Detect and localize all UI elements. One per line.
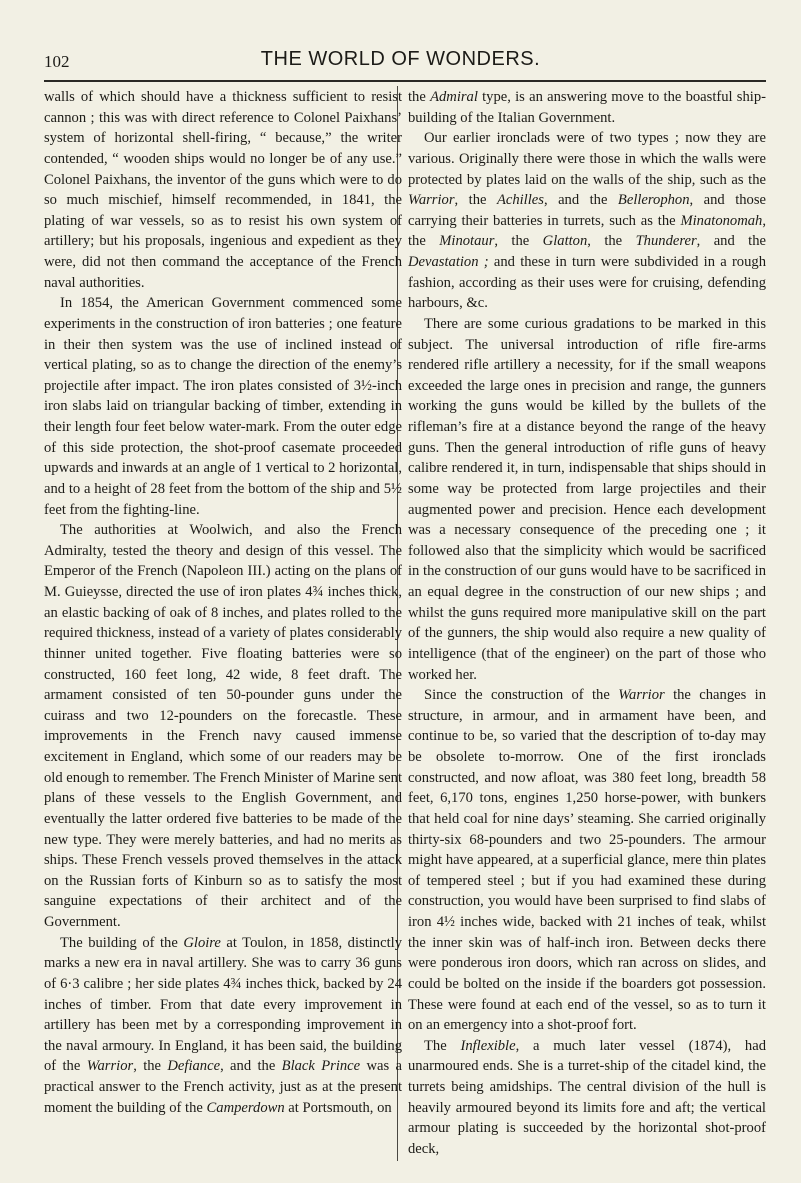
left-column: [44, 87, 402, 1118]
right-column: [408, 87, 766, 1160]
header-rule: [44, 80, 766, 82]
ship-name: Defiance: [167, 1058, 221, 1075]
paragraph: Our earlier ironclads were of two types ; now they are various. Originally there were those in which the walls were protected by plates laid on the walls of the ship, such as the Warrior, the Achilles, and the Bellerophon, and those carrying their batteries in turrets, such as the Minatonomah, the Minotaur, the Glatton, the Thunderer, and the Devastation ; and these in turn were subdivided in a rough fashion, according as their uses were for cruising, defending harbours, &c.: [408, 130, 766, 312]
ship-name: Warrior: [618, 687, 665, 704]
ship-name: Admiral: [430, 89, 478, 105]
paragraph: the Admiral type, is an answering move to the boastful ship-building of the Italian Government.: [408, 89, 766, 126]
ship-name: Minotaur: [439, 233, 495, 250]
running-head: THE WORLD OF WONDERS.: [260, 48, 541, 70]
ship-name: Gloire: [183, 934, 221, 951]
paragraph: The Inflexible, a much later vessel (1874), had unarmoured ends. She is a turret-ship of the citadel kind, the turrets being amidships. The central division of the hull is heavily armoured beyond its limits fore and aft; the vertical armour plating is succeeded by the horizontal shot-proof deck,: [408, 1037, 766, 1157]
paragraph: The authorities at Woolwich, and also the French Admiralty, tested the theory and design of this vessel. The Emperor of the French (Napoleon III.) acting on the plans of M. Guieysse, directed the use of iron plates 4¾ inches thick, an elastic backing of oak of 8 inches, and plates rolled to the required thickness, instead of a variety of plates considerably thinner united together. Five floating batteries were so constructed, 160 feet long, 42 wide, 8 feet draft. The armament consisted of ten 50-pounder guns under the cuirass and two 12-pounders on the forecastle. These improvements in the French navy caused immense excitement in England, which some of our readers may be old enough to remember. The French Minister of Marine sent plans of these vessels to the English Government, and eventually the latter ordered five batteries to be made of the new type. They were merely batteries, and had no merits as ships. These French vessels proved themselves in the attack on the Russian forts of Kinburn so as to satisfy the most sanguine expectations of their architect and of the Government.: [44, 522, 403, 930]
ship-name: Achilles: [496, 192, 544, 209]
paragraph: The building of the Gloire at Toulon, in 1858, distinctly marks a new era in naval artillery. She was to carry 36 guns of 6·3 calibre ; her side plates 4¾ inches thick, backed by 24 inches of timber. From that date every improvement in artillery has been met by a corresponding improvement in the naval armoury. In England, it has been said, the building of the Warrior, the Defiance, and the Black Prince was a practical answer to the French activity, just as at the present moment the building of the Camperdown at Portsmouth, on: [44, 934, 402, 1116]
paragraph: There are some curious gradations to be marked in this subject. The universal introduction of rifle fire-arms rendered rifle artillery a necessity, for if the small weapons exceeded the large ones in precision and range, the gunners working the guns would be killed by the bullets of the rifleman’s fire at a distance beyond the range of the heavy guns. Then the general introduction of rifle guns of heavy calibre rendered it, in turn, indispensable that ships should in some way be protected from large projectiles and their augmented power and precision. Hence each development was a necessary consequence of the preceding one ; it followed also that the simplicity which would be sacrificed in the construction of our guns would have to be sacrificed in an equal degree in the construction of our new ships ; and whilst the guns required more manipulative skill on the part of the gunners, the ship would also require a new quality of intelligence (that of the engineer) on the part of those who worked her.: [408, 315, 766, 683]
ship-name: Glatton: [542, 233, 588, 250]
ship-name: Black Prince: [281, 1058, 361, 1075]
ship-name: Camperdown: [206, 1099, 285, 1116]
ship-name: Bellerophon: [617, 192, 690, 209]
paragraph: walls of which should have a thickness sufficient to resist cannon ; this was with direct reference to Colonel Paixhans’ system of horizontal shell-firing, “ because,” the writer contended, “ wooden ships would no longer be of any use.” Colonel Paixhans, the inventor of the guns which were to do so much mischief, himself recommended, in 1841, the plating of war vessels, so as to resist his own system of artillery; but his proposals, ingenious and expedient as they were, did not then command the acceptance of the French naval authorities.: [44, 89, 402, 291]
ship-name: Devastation ;: [408, 254, 489, 270]
ship-name: Warrior: [86, 1058, 134, 1075]
ship-name: Thunderer: [635, 233, 697, 250]
ship-name: Minatonomah: [680, 212, 763, 229]
paragraph: Since the construction of the Warrior the changes in structure, in armour, and in armament have been, and continue to be, so varied that the description of to-day may be obsolete to-morrow. One of the first ironclads constructed, and now afloat, was 380 feet long, breadth 58 feet, 6,170 tons, engines 1,250 horse-power, with bunkers that held coal for nine days’ steaming. She carried originally thirty-six 68-pounders and two 25-pounders. The armour might have appeared, at a superficial glance, mere thin plates of tempered steel ; but if you had examined these during construction, you would have been surprised to find slabs of iron 4½ inches wide, backed with 21 inches of teak, whilst the inner skin was of half-inch iron. Between decks there were ponderous iron doors, which ran across on slides, and could be bolted on the inside if the boarders got possession. These were found at each end of the vessel, so as to turn it on an emergency into a shot-proof fort.: [408, 687, 766, 1034]
ship-name: Inflexible: [460, 1037, 516, 1054]
ship-name: Warrior: [408, 192, 455, 209]
page-number: 102: [44, 52, 70, 71]
paragraph: In 1854, the American Government commenced some experiments in the construction of iron batteries ; one feature in their then system was the use of inclined instead of vertical plating, so as to change the direction of the enemy’s projectile after impact. The iron plates consisted of 3½-inch iron slabs laid on triangular backing of timber, extending in their length four feet below water-mark. From the outer edge of this side protection, the shot-proof casemate proceeded upwards and inwards at an angle of 1 vertical to 2 horizontal, and to a height of 28 feet from the bottom of the ship and 5½ feet from the fighting-line.: [44, 295, 402, 518]
